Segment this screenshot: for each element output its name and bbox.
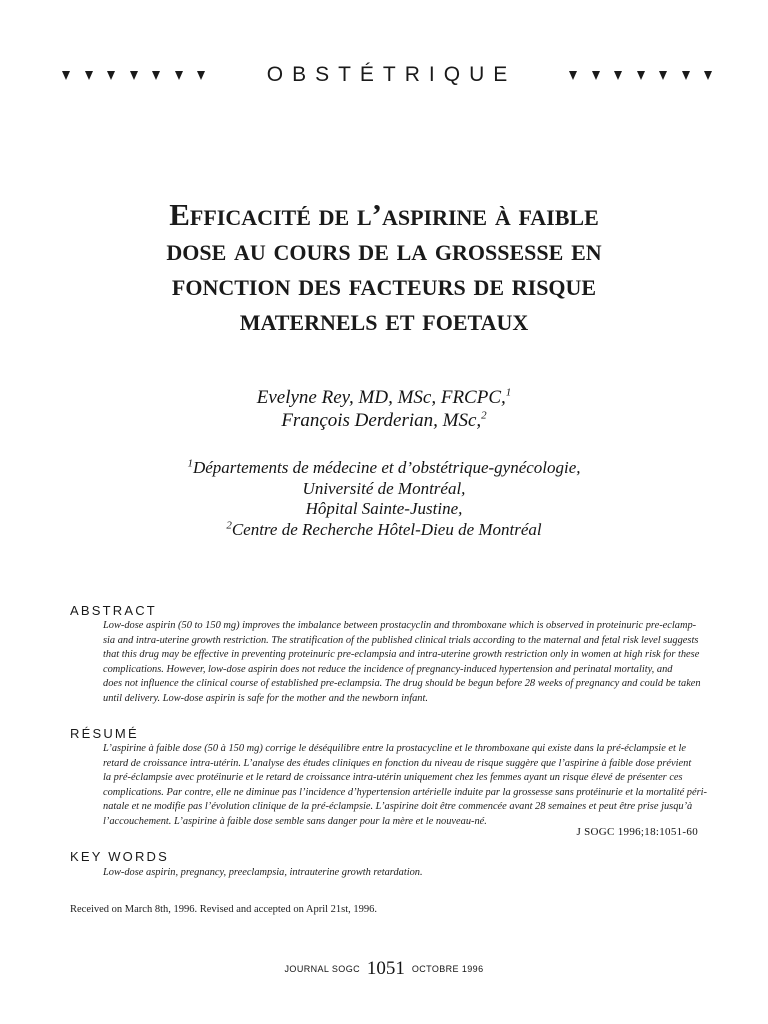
author-affiliation-mark: 2 — [481, 409, 487, 422]
abstract-heading: ABSTRACT — [70, 603, 157, 618]
affiliation-mark: 2 — [226, 518, 232, 531]
running-header — [62, 60, 712, 90]
footer-date: OCTOBRE 1996 — [411, 964, 484, 974]
section-label: OBSTÉTRIQUE — [266, 63, 517, 86]
resume-line: l’accouchement. L’aspirine à faible dose semble sans danger pour la mère et le nouveau-né. — [103, 815, 487, 827]
author — [0, 386, 768, 409]
received-date-note: Received on March 8th, 1996. Revised and accepted on April 21st, 1996. — [70, 904, 378, 915]
author — [0, 409, 768, 432]
author-list — [0, 386, 768, 432]
affiliations — [0, 458, 768, 540]
resume-line: la pré-éclampsie avec protéinurie et le retard de croissance intra-utérin uniquement chez les femmes ayant un risque élevé de présenter ces — [103, 772, 683, 784]
triangle-bullet-icon — [152, 71, 160, 80]
page-footer — [0, 958, 768, 980]
triangle-bullet-icon — [130, 71, 138, 80]
affiliation-line: Hôpital Sainte-Justine, — [305, 499, 463, 518]
keywords-text: Low-dose aspirin, pregnancy, preeclampsia, intrauterine growth retardation. — [103, 867, 423, 878]
resume-line: L’aspirine à faible dose (50 à 150 mg) corrige le déséquilibre entre la prostacycline et le thromboxane qui existe dans la pré-éclampsie et le — [103, 743, 686, 754]
title-line: dose au cours de la grossesse en — [166, 232, 602, 267]
title-line: fonction des facteurs de risque — [171, 267, 597, 302]
abstract-line: does not influence the clinical course of established pre-eclampsia. The drug should be begun before 28 weeks of pregnancy and could be taken — [103, 678, 701, 690]
triangle-bullet-icon — [704, 71, 712, 80]
footer-journal: JOURNAL SOGC — [284, 964, 360, 974]
triangle-bullet-icon — [592, 71, 600, 80]
abstract-line: that this drug may be effective in preventing proteinuric pre-eclampsia and intra-uterine growth restriction only in women at high risk for these — [103, 649, 700, 661]
left-triangle-row — [62, 71, 205, 80]
affiliation-line: $^2$Centre de Recherche Hôtel-Dieu de Montréal — [226, 518, 542, 539]
resume-body — [103, 742, 707, 830]
abstract-body — [103, 619, 701, 707]
triangle-bullet-icon — [682, 71, 690, 80]
affiliation-mark: 1 — [187, 457, 193, 470]
abstract-line: complications. However, low-dose aspirin does not reduce the incidence of pregnancy-induced hypertension and perinatal mortality, and — [103, 663, 673, 675]
resume-line: complications. Par contre, elle ne diminue pas l’incidence d’hypertension artérielle induite par la grossesse sans protéinurie et la mortalité péri- — [103, 786, 707, 798]
triangle-bullet-icon — [197, 71, 205, 80]
resume-line: natale et ne modifie pas l’évolution clinique de la pré-éclampsie. L’aspirine doit être commencée avant 28 semaines et peut être prise jusqu’à — [103, 801, 693, 813]
triangle-bullet-icon — [62, 71, 70, 80]
triangle-bullet-icon — [107, 71, 115, 80]
abstract-line: Low-dose aspirin (50 to 150 mg) improves the imbalance between prostacyclin and thromboxane which is observed in proteinuric pre-eclamp- — [103, 620, 697, 631]
abstract-line: sia and intra-uterine growth restriction. The stratification of the published clinical trials according to the maternal and fetal risk level suggests — [103, 634, 699, 646]
affiliation-line: $^1$Départements de médecine et d’obstétrique-gynécologie, — [187, 457, 581, 477]
affiliation-line: Université de Montréal, — [302, 478, 466, 498]
article-title — [60, 197, 708, 337]
abstract-line: until delivery. Low-dose aspirin is safe for the mother and the newborn infant. — [103, 692, 428, 704]
author-name: François Derderian, MSc, — [281, 410, 482, 431]
page-number: 1051 — [366, 958, 405, 979]
keywords-body — [103, 866, 698, 881]
keywords-heading: KEY WORDS — [70, 849, 170, 864]
triangle-bullet-icon — [85, 71, 93, 80]
journal-citation: J SOGC 1996;18:1051-60 — [576, 826, 698, 838]
right-triangle-row — [569, 71, 712, 80]
resume-heading: RÉSUMÉ — [70, 726, 139, 741]
resume-line: retard de croissance intra-utérin. L’analyse des études cliniques en fonction du niveau de risque suggère que l’aspirine à faible dose prévient — [103, 757, 692, 769]
triangle-bullet-icon — [637, 71, 645, 80]
author-name: Evelyne Rey, MD, MSc, FRCPC, — [256, 387, 506, 408]
triangle-bullet-icon — [659, 71, 667, 80]
title-line: maternels et foetaux — [239, 302, 529, 337]
author-affiliation-mark: 1 — [505, 386, 512, 399]
triangle-bullet-icon — [569, 71, 577, 80]
triangle-bullet-icon — [175, 71, 183, 80]
triangle-bullet-icon — [614, 71, 622, 80]
title-line: Efficacité de l’aspirine à faible — [169, 197, 599, 232]
